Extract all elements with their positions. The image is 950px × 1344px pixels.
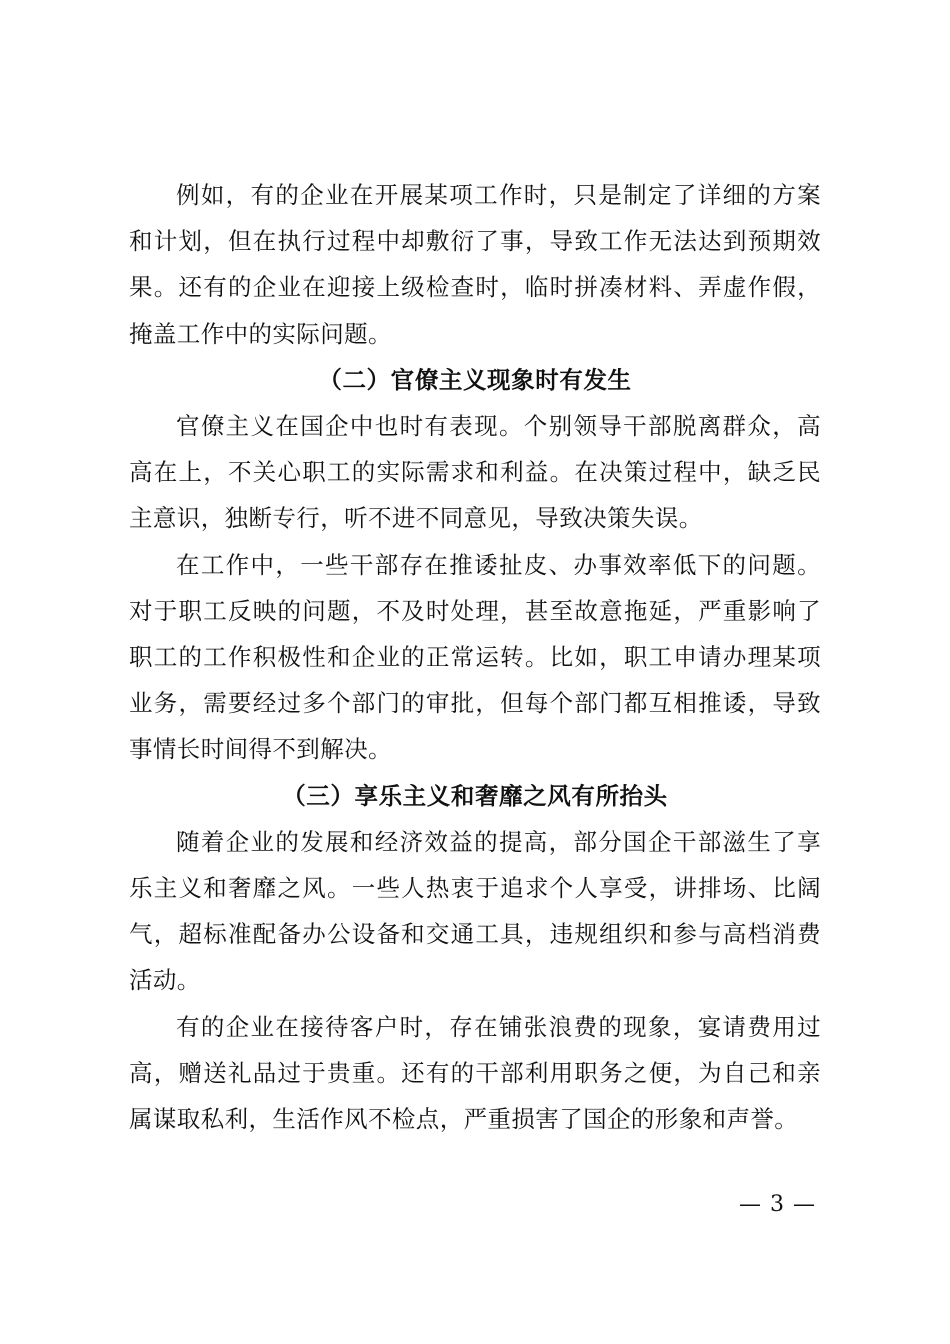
page-number: — 3 — — [739, 1192, 816, 1217]
paragraph-bureaucratism-leaders: 官僚主义在国企中也时有表现。个别领导干部脱离群众，高高在上，不关心职工的实际需求和利益。在决策过程中，缺乏民主意识，独断专行，听不进不同意见，导致决策失误。 — [129, 412, 821, 533]
paragraph-example-formalism: 例如，有的企业在开展某项工作时，只是制定了详细的方案和计划，但在执行过程中却敷衍了事，导致工作无法达到预期效果。还有的企业在迎接上级检查时，临时拼凑材料、弄虚作假，掩盖工作中的实际问题。 — [129, 181, 821, 348]
paragraph-bureaucratism-work: 在工作中，一些干部存在推诿扯皮、办事效率低下的问题。对于职工反映的问题，不及时处理，甚至故意拖延，严重影响了职工的工作积极性和企业的正常运转。比如，职工申请办理某项业务，需要经过多个部门的审批，但每个部门都互相推诿，导致事情长时间得不到解决。 — [129, 550, 821, 764]
section-heading-hedonism: （三）享乐主义和奢靡之风有所抬头 — [282, 781, 668, 810]
paragraph-hedonism-waste: 有的企业在接待客户时，存在铺张浪费的现象，宴请费用过高，赠送礼品过于贵重。还有的干部利用职务之便，为自己和亲属谋取私利，生活作风不检点，严重损害了国企的形象和声誉。 — [129, 1012, 821, 1134]
section-heading-bureaucratism: （二）官僚主义现象时有发生 — [318, 365, 632, 394]
document-body — [129, 172, 821, 1142]
paragraph-hedonism-cadres: 随着企业的发展和经济效益的提高，部分国企干部滋生了享乐主义和奢靡之风。一些人热衷于追求个人享受，讲排场、比阔气，超标准配备办公设备和交通工具，违规组织和参与高档消费活动。 — [129, 827, 821, 995]
